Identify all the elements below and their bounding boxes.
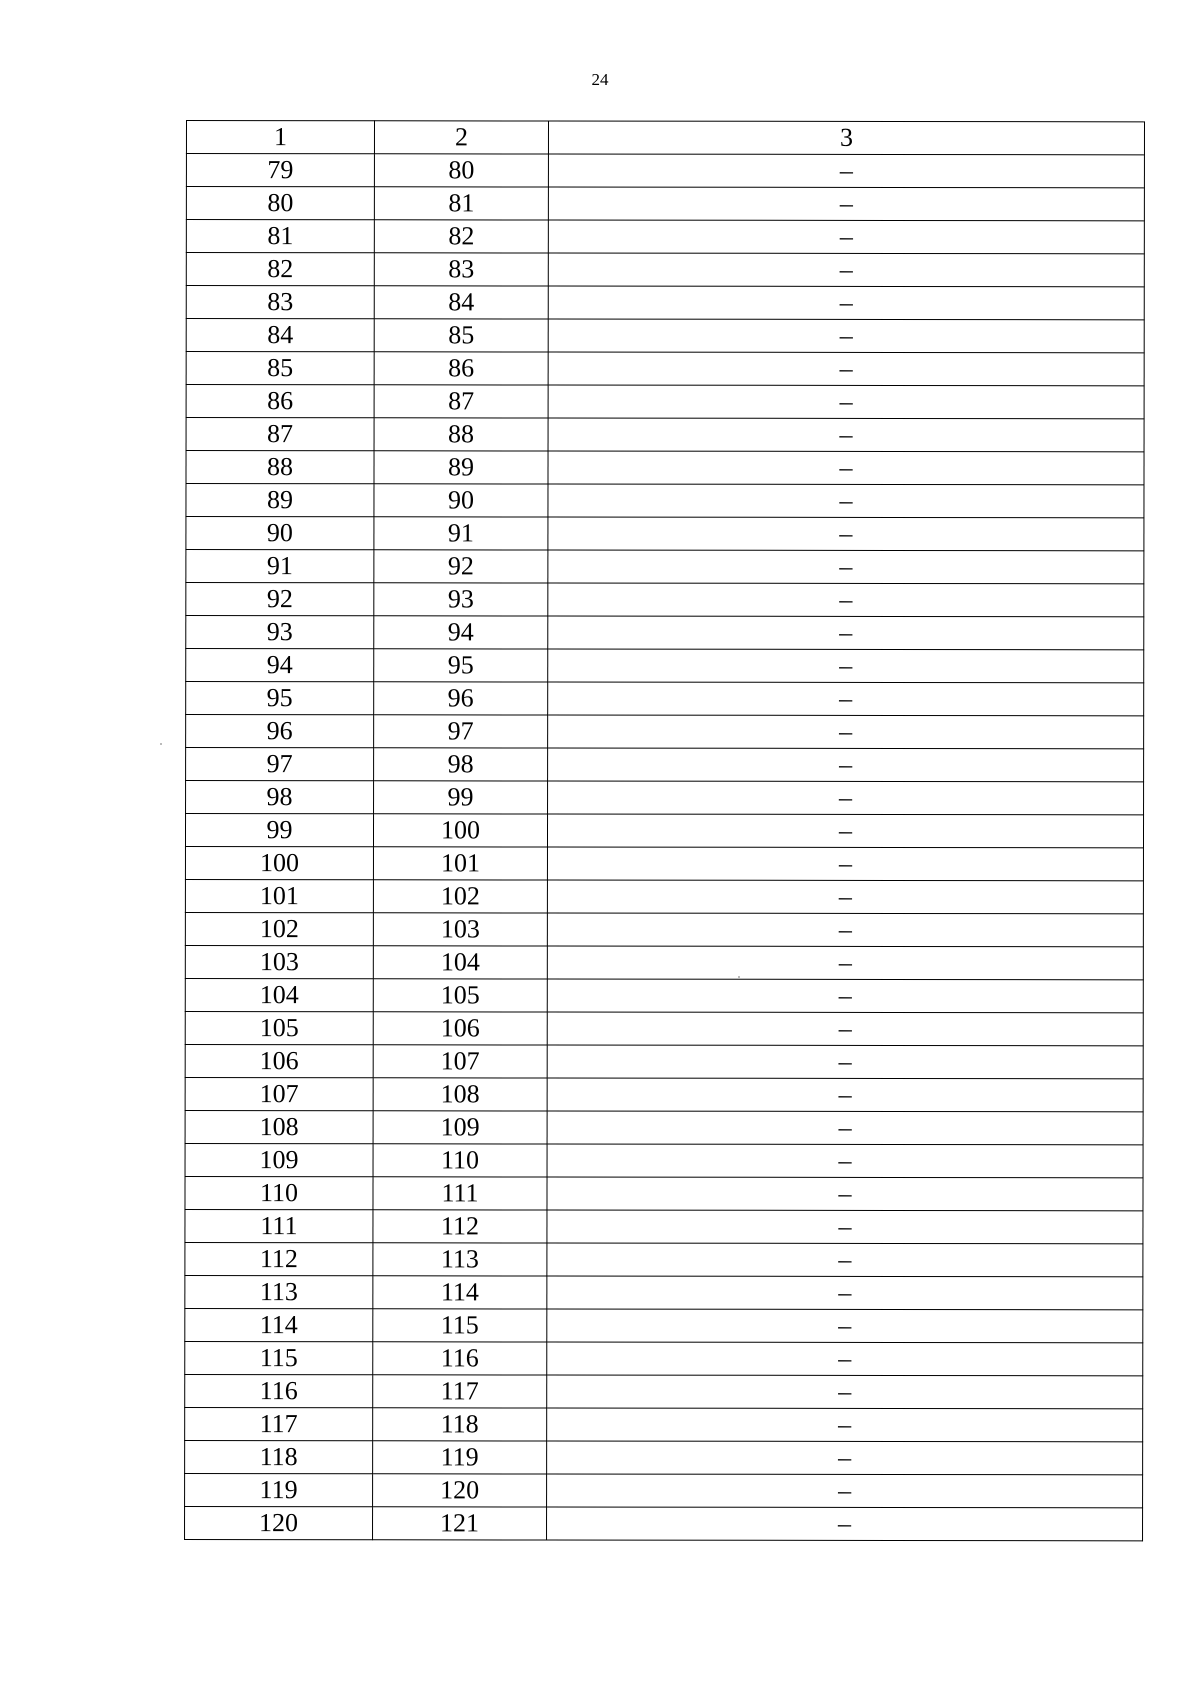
table-cell-col-3: –: [547, 1012, 1143, 1046]
table-row: [185, 814, 1143, 848]
table-cell-col-2: 95: [374, 649, 548, 682]
table-cell-col-2: 112: [373, 1210, 547, 1243]
table-row: [186, 385, 1144, 419]
table-cell-col-2: 94: [374, 616, 548, 649]
table-cell-col-1: 88: [186, 451, 374, 484]
table-cell-col-2: 98: [374, 748, 548, 781]
table-cell-col-2: 84: [374, 286, 548, 319]
table-cell-col-2: 100: [373, 814, 547, 847]
table-cell-col-1: 110: [185, 1176, 373, 1209]
table-cell-col-2: 119: [373, 1441, 547, 1474]
table-cell-col-2: 101: [373, 847, 547, 880]
table-row: [186, 682, 1144, 716]
table-cell-col-2: 96: [374, 682, 548, 715]
table-cell-col-3: –: [547, 880, 1143, 914]
table-cell-col-2: 108: [373, 1078, 547, 1111]
table-cell-col-1: 86: [186, 385, 374, 418]
data-table: [184, 120, 1145, 1541]
table-cell-col-1: 108: [185, 1110, 373, 1143]
table-header-row: [186, 121, 1144, 155]
table-row: [185, 1275, 1143, 1309]
table-cell-col-1: 84: [186, 319, 374, 352]
scan-speck: [160, 743, 162, 745]
table-cell-col-2: 109: [373, 1111, 547, 1144]
table-cell-col-3: –: [547, 979, 1143, 1013]
table-cell-col-3: –: [547, 1375, 1143, 1409]
table-row: [186, 220, 1144, 254]
table-cell-col-1: 107: [185, 1077, 373, 1110]
table-row: [185, 847, 1143, 881]
table-cell-col-1: 97: [186, 748, 374, 781]
table-cell-col-3: –: [547, 1111, 1143, 1145]
table-cell-col-1: 91: [186, 550, 374, 583]
table-cell-col-1: 96: [186, 715, 374, 748]
table-cell-col-1: 117: [185, 1407, 373, 1440]
table-cell-col-2: 121: [373, 1507, 547, 1540]
table-cell-col-1: 109: [185, 1143, 373, 1176]
table-row: [186, 286, 1144, 320]
table-cell-col-3: –: [547, 1045, 1143, 1079]
table-cell-col-3: –: [547, 1441, 1143, 1475]
table-row: [185, 978, 1143, 1012]
table-cell-col-2: 107: [373, 1045, 547, 1078]
table-cell-col-3: –: [548, 286, 1144, 320]
table-row: [185, 1176, 1143, 1210]
table-cell-col-3: –: [548, 550, 1144, 584]
table-cell-col-3: –: [547, 946, 1143, 980]
table-cell-col-1: 104: [185, 978, 373, 1011]
page-number: 24: [591, 70, 609, 89]
table-cell-col-1: 82: [186, 253, 374, 286]
table-row: [186, 418, 1144, 452]
table-cell-col-3: –: [547, 814, 1143, 848]
table-row: [186, 550, 1144, 584]
table-row: [185, 1110, 1143, 1144]
table-cell-col-1: 79: [186, 154, 374, 187]
table-row: [185, 1308, 1143, 1342]
table-cell-col-2: 103: [373, 913, 547, 946]
table-row: [185, 1077, 1143, 1111]
table-row: [186, 319, 1144, 353]
table-cell-col-3: –: [547, 1342, 1143, 1376]
table-cell-col-3: –: [548, 418, 1144, 452]
table-cell-col-1: 116: [185, 1374, 373, 1407]
table-cell-col-3: –: [548, 781, 1144, 815]
table-cell-col-2: 89: [374, 451, 548, 484]
table-cell-col-2: 85: [374, 319, 548, 352]
table-cell-col-1: 102: [185, 912, 373, 945]
table-cell-col-1: 90: [186, 517, 374, 550]
table-cell-col-1: 111: [185, 1209, 373, 1242]
table-cell-col-2: 83: [374, 253, 548, 286]
table-cell-col-1: 105: [185, 1011, 373, 1044]
table-cell-col-2: 87: [374, 385, 548, 418]
table-cell-col-2: 113: [373, 1243, 547, 1276]
table-cell-col-1: 103: [185, 945, 373, 978]
header-cell-col-2: 2: [374, 121, 548, 154]
table-cell-col-2: 118: [373, 1408, 547, 1441]
table-row: [186, 154, 1144, 188]
table-row: [186, 484, 1144, 518]
table-cell-col-3: –: [547, 1507, 1143, 1541]
table-row: [186, 781, 1144, 815]
table-cell-col-2: 110: [373, 1144, 547, 1177]
table-cell-col-2: 80: [374, 154, 548, 187]
table-cell-col-1: 85: [186, 352, 374, 385]
table-cell-col-3: –: [548, 319, 1144, 353]
table-cell-col-3: –: [547, 1144, 1143, 1178]
table-row: [186, 748, 1144, 782]
table-row: [185, 1506, 1143, 1540]
table-cell-col-3: –: [548, 682, 1144, 716]
table-cell-col-1: 114: [185, 1308, 373, 1341]
table-cell-col-2: 104: [373, 946, 547, 979]
table-cell-col-1: 120: [185, 1506, 373, 1539]
table-cell-col-1: 92: [186, 583, 374, 616]
table-cell-col-2: 105: [373, 979, 547, 1012]
table-row: [185, 1374, 1143, 1408]
table-cell-col-3: –: [548, 715, 1144, 749]
table-cell-col-1: 119: [185, 1473, 373, 1506]
table-cell-col-1: 115: [185, 1341, 373, 1374]
table-cell-col-3: –: [547, 1177, 1143, 1211]
table-row: [185, 1473, 1143, 1507]
table-row: [185, 1242, 1143, 1276]
table-row: [185, 1044, 1143, 1078]
table-cell-col-2: 102: [373, 880, 547, 913]
table-row: [186, 616, 1144, 650]
table-cell-col-1: 101: [185, 879, 373, 912]
table-cell-col-2: 93: [374, 583, 548, 616]
table-cell-col-1: 87: [186, 418, 374, 451]
table-cell-col-1: 95: [186, 682, 374, 715]
table-row: [186, 253, 1144, 287]
table-cell-col-2: 114: [373, 1276, 547, 1309]
table-cell-col-2: 82: [374, 220, 548, 253]
table-row: [185, 1440, 1143, 1474]
table-cell-col-3: –: [548, 649, 1144, 683]
table-cell-col-3: –: [548, 616, 1144, 650]
table-cell-col-3: –: [548, 253, 1144, 287]
table-cell-col-3: –: [547, 1078, 1143, 1112]
table-cell-col-2: 115: [373, 1309, 547, 1342]
table-cell-col-3: –: [547, 847, 1143, 881]
table-row: [185, 1209, 1143, 1243]
table-cell-col-1: 93: [186, 616, 374, 649]
table-cell-col-1: 80: [186, 187, 374, 220]
table-cell-col-2: 99: [374, 781, 548, 814]
table-cell-col-2: 91: [374, 517, 548, 550]
table-row: [186, 517, 1144, 551]
table-cell-col-3: –: [548, 451, 1144, 485]
table-cell-col-3: –: [548, 352, 1144, 386]
table-cell-col-3: –: [547, 1243, 1143, 1277]
table-cell-col-3: –: [548, 385, 1144, 419]
table-cell-col-1: 106: [185, 1044, 373, 1077]
table-cell-col-2: 81: [374, 187, 548, 220]
table-row: [186, 352, 1144, 386]
header-cell-col-3: 3: [548, 121, 1144, 155]
table-cell-col-2: 88: [374, 418, 548, 451]
table-cell-col-2: 97: [374, 715, 548, 748]
header-cell-col-1: 1: [186, 121, 374, 154]
table-cell-col-2: 116: [373, 1342, 547, 1375]
table-cell-col-1: 112: [185, 1242, 373, 1275]
table-cell-col-1: 98: [186, 781, 374, 814]
table-cell-col-2: 86: [374, 352, 548, 385]
table-cell-col-3: –: [547, 913, 1143, 947]
table-row: [185, 879, 1143, 913]
table-cell-col-1: 113: [185, 1275, 373, 1308]
table-cell-col-2: 111: [373, 1177, 547, 1210]
table-row: [186, 187, 1144, 221]
table-cell-col-1: 89: [186, 484, 374, 517]
table-cell-col-3: –: [548, 748, 1144, 782]
table-cell-col-1: 83: [186, 286, 374, 319]
table-cell-col-3: –: [547, 1276, 1143, 1310]
table-row: [185, 1341, 1143, 1375]
table-cell-col-2: 117: [373, 1375, 547, 1408]
table-cell-col-3: –: [548, 517, 1144, 551]
table-cell-col-2: 90: [374, 484, 548, 517]
table-cell-col-3: –: [548, 187, 1144, 221]
table-row: [185, 912, 1143, 946]
table-row: [185, 1407, 1143, 1441]
table-cell-col-1: 99: [185, 814, 373, 847]
table-row: [185, 1143, 1143, 1177]
table-row: [185, 1011, 1143, 1045]
table-cell-col-3: –: [548, 583, 1144, 617]
table-cell-col-3: –: [548, 484, 1144, 518]
table-cell-col-3: –: [547, 1210, 1143, 1244]
table-cell-col-2: 92: [374, 550, 548, 583]
table-body: [185, 121, 1145, 1541]
table-cell-col-1: 81: [186, 220, 374, 253]
table-cell-col-2: 106: [373, 1012, 547, 1045]
table-cell-col-3: –: [548, 220, 1144, 254]
table-cell-col-3: –: [547, 1408, 1143, 1442]
table-row: [186, 451, 1144, 485]
table-row: [186, 715, 1144, 749]
table-cell-col-1: 100: [185, 847, 373, 880]
table-cell-col-3: –: [547, 1474, 1143, 1508]
table-row: [186, 649, 1144, 683]
table-cell-col-3: –: [548, 154, 1144, 188]
table-cell-col-1: 118: [185, 1440, 373, 1473]
table-row: [185, 945, 1143, 979]
table-row: [186, 583, 1144, 617]
table-cell-col-2: 120: [373, 1474, 547, 1507]
table-cell-col-3: –: [547, 1309, 1143, 1343]
scan-speck: [738, 976, 740, 978]
table-cell-col-1: 94: [186, 649, 374, 682]
